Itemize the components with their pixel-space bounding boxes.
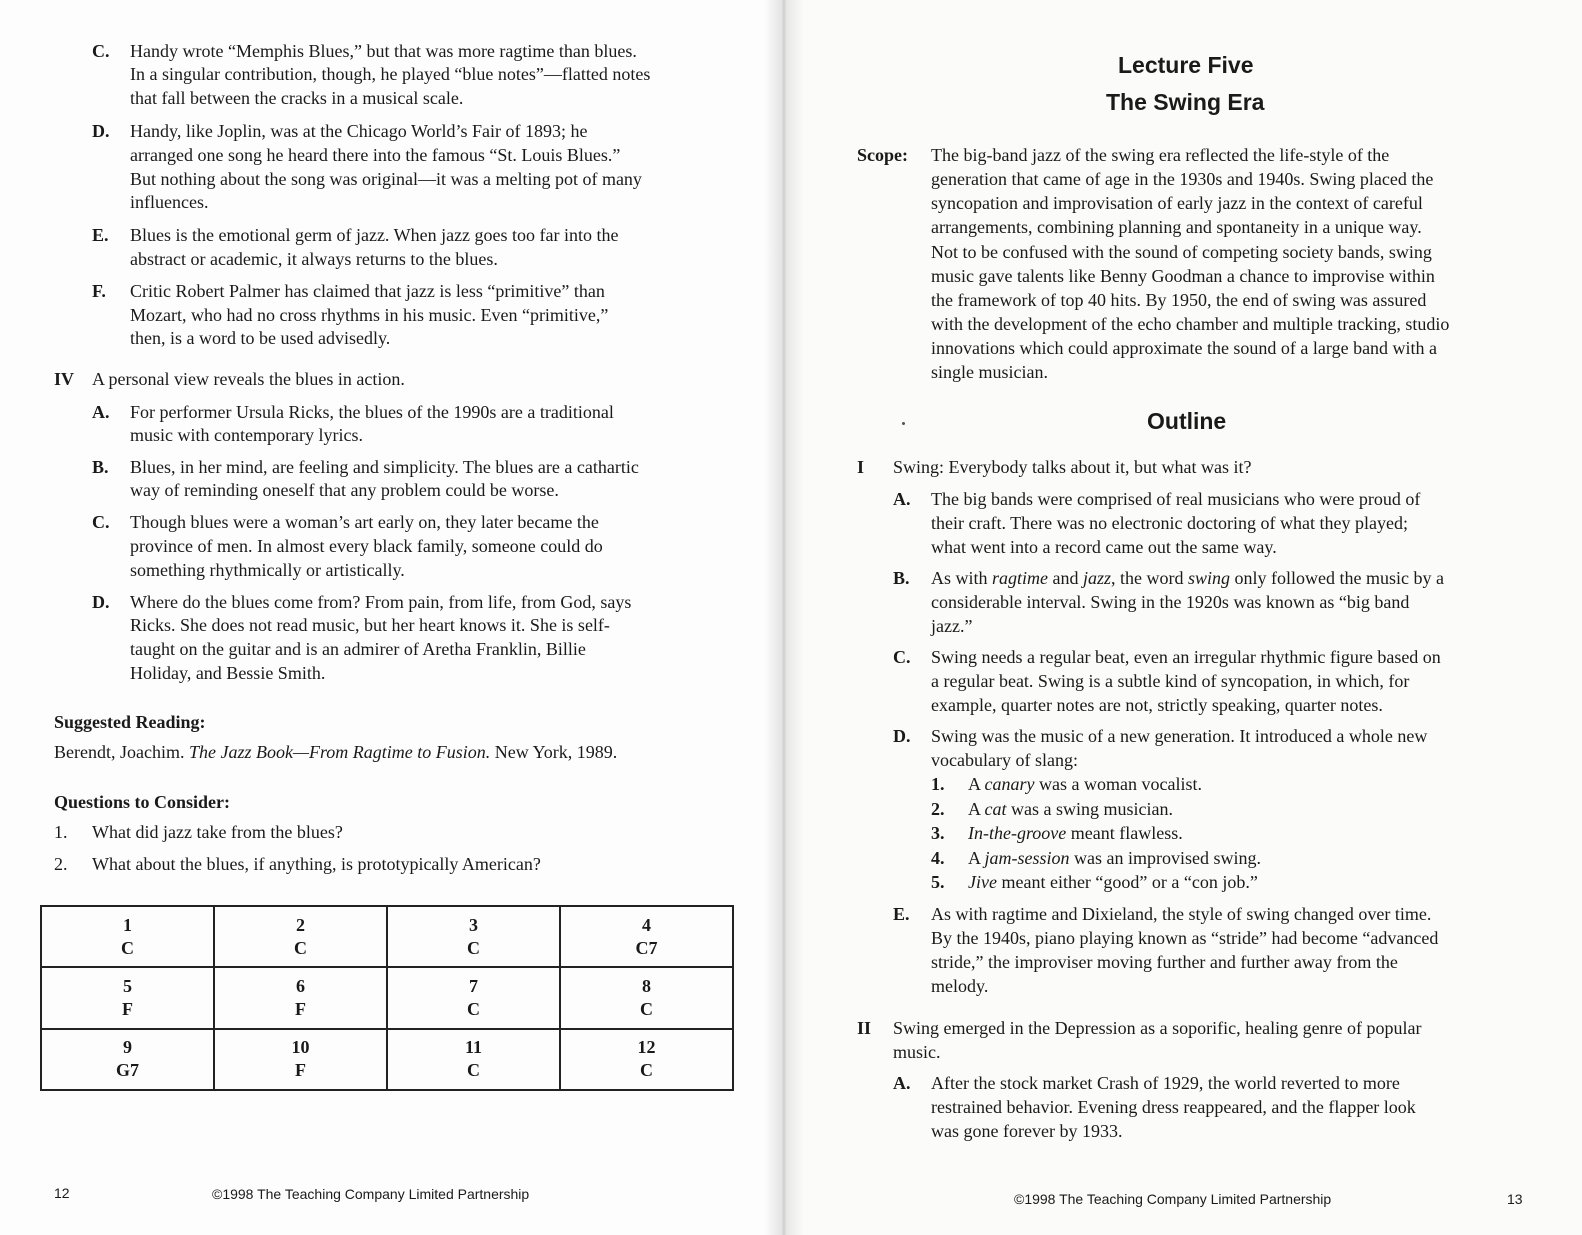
item-line: As with ragtime and Dixieland, the style of swing changed over time. (931, 904, 1432, 924)
slang-number: 3. (931, 823, 945, 843)
item-line: jazz.” (931, 616, 973, 636)
scope-line: with the development of the echo chamber and multiple tracking, studio (931, 314, 1450, 334)
item-label: F. (92, 281, 106, 301)
grid-cell: 4 C7 (560, 906, 733, 967)
section-numeral: I (857, 457, 865, 477)
section-numeral: IV (54, 369, 75, 389)
scope-label: Scope: (857, 145, 908, 165)
item-label: A. (893, 489, 911, 509)
scope-line: single musician. (931, 362, 1048, 382)
item-line: Though blues were a woman’s art early on, they later became the (130, 512, 599, 532)
section-heading: A personal view reveals the blues in action. (92, 369, 405, 389)
scope-line: arrangements, combining planning and spontaneity in a unique way. (931, 217, 1422, 237)
slang-item: In-the-groove meant flawless. (968, 823, 1183, 843)
item-label: C. (92, 512, 110, 532)
item-label: A. (893, 1073, 911, 1093)
item-line: example, quarter notes are not, strictly speaking, quarter notes. (931, 695, 1383, 715)
grid-cell: 8 C (560, 967, 733, 1028)
grid-cell: 1 C (41, 906, 214, 967)
scope-line: Not to be confused with the sound of competing society bands, swing (931, 242, 1432, 262)
item-line: that fall between the cracks in a musical scale. (130, 88, 464, 108)
grid-cell: 5 F (41, 967, 214, 1028)
scope-line: The big-band jazz of the swing era reflected the life-style of the (931, 145, 1390, 165)
section-numeral: II (857, 1018, 872, 1038)
item-line: their craft. There was no electronic doctoring of what they played; (931, 513, 1408, 533)
grid-row (41, 967, 733, 1028)
blues-chord-grid (40, 905, 734, 1091)
book-gutter (764, 0, 804, 1235)
item-line: influences. (130, 192, 209, 212)
question-number: 1. (54, 822, 68, 842)
item-line: After the stock market Crash of 1929, the world reverted to more (931, 1073, 1400, 1093)
item-line: taught on the guitar and is an admirer of Aretha Franklin, Billie (130, 639, 586, 659)
copyright: ©1998 The Teaching Company Limited Partnership (212, 1186, 530, 1202)
item-line: stride,” the improviser moving further and further away from the (931, 952, 1398, 972)
item-line: Mozart, who had no cross rhythms in his music. Even “primitive,” (130, 305, 609, 325)
item-label: D. (893, 726, 911, 746)
item-line: what went into a record came out the same way. (931, 537, 1277, 557)
grid-row (41, 906, 733, 967)
item-line: melody. (931, 976, 989, 996)
outline-heading: Outline (1147, 408, 1227, 434)
slang-number: 1. (931, 774, 945, 794)
item-line: Critic Robert Palmer has claimed that jazz is less “primitive” than (130, 281, 605, 301)
item-line: province of men. In almost every black family, someone could do (130, 536, 603, 556)
item-line: arranged one song he heard there into the famous “St. Louis Blues.” (130, 145, 621, 165)
item-line: Blues, in her mind, are feeling and simplicity. The blues are a cathartic (130, 457, 639, 477)
item-label: B. (893, 568, 910, 588)
slang-item: A jam-session was an improvised swing. (968, 848, 1261, 868)
item-line: something rhythmically or artistically. (130, 560, 405, 580)
slang-number: 4. (931, 848, 945, 868)
scope-line: generation that came of age in the 1930s and 1940s. Swing placed the (931, 169, 1434, 189)
lecture-number: Lecture Five (1118, 52, 1254, 78)
item-label: E. (893, 904, 910, 924)
slang-item: Jive meant either “good” or a “con job.” (968, 872, 1258, 892)
copyright: ©1998 The Teaching Company Limited Partnership (1014, 1191, 1332, 1207)
item-line: considerable interval. Swing in the 1920s was known as “big band (931, 592, 1410, 612)
item-line: For performer Ursula Ricks, the blues of the 1990s are a traditional (130, 402, 614, 422)
question-text: What about the blues, if anything, is prototypically American? (92, 854, 541, 874)
item-line: Handy, like Joplin, was at the Chicago World’s Fair of 1893; he (130, 121, 588, 141)
grid-cell: 12 C (560, 1029, 733, 1090)
item-line: way of reminding oneself that any problem could be worse. (130, 480, 559, 500)
scope-line: syncopation and improvisation of early jazz in the context of careful (931, 193, 1423, 213)
page-number: 12 (54, 1185, 70, 1201)
item-line: a regular beat. Swing is a subtle kind of syncopation, in which, for (931, 671, 1410, 691)
reading-entry: Berendt, Joachim. The Jazz Book—From Ragtime to Fusion. New York, 1989. (54, 742, 618, 762)
left-page (0, 0, 782, 1235)
item-line: By the 1940s, piano playing known as “stride” had become “advanced (931, 928, 1439, 948)
item-line: Handy wrote “Memphis Blues,” but that was more ragtime than blues. (130, 41, 637, 61)
item-line: restrained behavior. Evening dress reappeared, and the flapper look (931, 1097, 1416, 1117)
lecture-title: The Swing Era (1106, 89, 1265, 115)
grid-cell: 10 F (214, 1029, 387, 1090)
grid-cell: 2 C (214, 906, 387, 967)
item-line: vocabulary of slang: (931, 750, 1078, 770)
item-label: D. (92, 121, 110, 141)
page-number: 13 (1507, 1191, 1523, 1207)
item-label: B. (92, 457, 109, 477)
item-line: was gone forever by 1933. (931, 1121, 1123, 1141)
scope-line: innovations which could approximate the sound of a large band with a (931, 338, 1438, 358)
item-label: C. (893, 647, 911, 667)
item-label: E. (92, 225, 109, 245)
suggested-reading-heading: Suggested Reading: (54, 712, 206, 732)
question-text: What did jazz take from the blues? (92, 822, 343, 842)
item-line: As with ragtime and jazz, the word swing only followed the music by a (931, 568, 1444, 588)
section-heading: Swing emerged in the Depression as a soporific, healing genre of popular (893, 1018, 1422, 1038)
item-line: abstract or academic, it always returns to the blues. (130, 249, 498, 269)
item-line: Where do the blues come from? From pain, from life, from God, says (130, 592, 632, 612)
right-page (782, 0, 1582, 1235)
item-line: Holiday, and Bessie Smith. (130, 663, 326, 683)
item-line: Swing needs a regular beat, even an irregular rhythmic figure based on (931, 647, 1441, 667)
item-label: C. (92, 41, 110, 61)
item-line: The big bands were comprised of real musicians who were proud of (931, 489, 1421, 509)
item-line: then, is a word to be used advisedly. (130, 328, 391, 348)
slang-number: 5. (931, 872, 945, 892)
question-number: 2. (54, 854, 68, 874)
item-line: Swing was the music of a new generation. It introduced a whole new (931, 726, 1428, 746)
grid-cell: 3 C (387, 906, 560, 967)
item-line: But nothing about the song was original—it was a melting pot of many (130, 169, 642, 189)
item-line: music with contemporary lyrics. (130, 425, 363, 445)
scope-line: music gave talents like Benny Goodman a chance to improvise within (931, 266, 1435, 286)
item-line: In a singular contribution, though, he played “blue notes”—flatted notes (130, 64, 651, 84)
grid-cell: 7 C (387, 967, 560, 1028)
item-label: A. (92, 402, 110, 422)
item-line: Blues is the emotional germ of jazz. When jazz goes too far into the (130, 225, 619, 245)
scope-line: the framework of top 40 hits. By 1950, the end of swing was assured (931, 290, 1427, 310)
grid-cell: 9 G7 (41, 1029, 214, 1090)
grid-cell: 11 C (387, 1029, 560, 1090)
grid-cell: 6 F (214, 967, 387, 1028)
grid-row (41, 1029, 733, 1090)
section-heading: Swing: Everybody talks about it, but what was it? (893, 457, 1252, 477)
section-heading: music. (893, 1042, 941, 1062)
item-label: D. (92, 592, 110, 612)
questions-heading: Questions to Consider: (54, 792, 231, 812)
slang-item: A cat was a swing musician. (968, 799, 1173, 819)
slang-number: 2. (931, 799, 945, 819)
slang-item: A canary was a woman vocalist. (968, 774, 1202, 794)
item-line: Ricks. She does not read music, but her heart knows it. She is self- (130, 615, 610, 635)
stray-dot (902, 422, 905, 425)
